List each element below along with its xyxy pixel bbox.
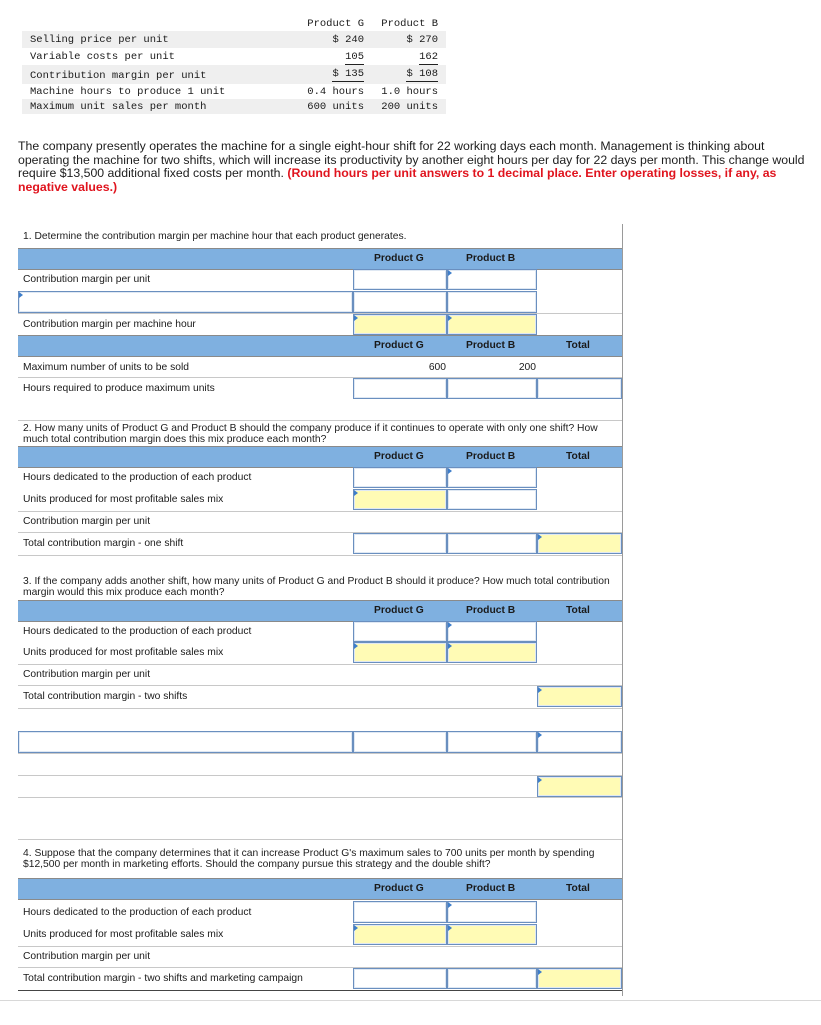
row-label: Total contribution margin - two shifts and marketing campaign: [23, 973, 303, 984]
row-label: Contribution margin per unit: [23, 669, 151, 680]
p3-hours-g-input[interactable]: [353, 621, 447, 642]
blank-b-input[interactable]: [447, 291, 537, 313]
given-header-g: Product G: [307, 18, 364, 30]
row-label: Hours dedicated to the production of each product: [23, 472, 252, 483]
row-label: Hours dedicated to the production of each product: [23, 907, 252, 918]
problem-text: The company presently operates the machine for a single eight-hour shift for 22 working days each month. Management is thinking about operating the machine for two shifts, which will increase its productivity by another eight hours per day for 22 days per month. This change would require $13,500 additional fixed costs per month.: [18, 139, 805, 181]
row-label: Contribution margin per unit: [23, 516, 151, 527]
part2-question: 2. How many units of Product G and Product B should the company produce if it continues to operate with only one shift? How much total contribution margin does this mix produce each month?: [23, 423, 598, 445]
header-product-g: Product G: [374, 451, 424, 462]
given-value-b: 200 units: [381, 101, 438, 113]
header-total: Total: [566, 451, 590, 462]
row-label: Hours dedicated to the production of each product: [23, 626, 252, 637]
header-total: Total: [566, 340, 590, 351]
given-label: Machine hours to produce 1 unit: [30, 86, 226, 98]
p3-extra-g-input[interactable]: [353, 731, 447, 753]
p2-total-cm-input[interactable]: [537, 533, 622, 554]
instruction-text: (Round hours per unit answers to 1 decimal place. Enter operating losses, if any, as negative values.): [18, 166, 777, 194]
p2-total-cm-b-input[interactable]: [447, 533, 537, 554]
header-product-b: Product B: [466, 451, 516, 462]
p4-total-cm-b-input[interactable]: [447, 968, 537, 989]
p3-extra-total-input[interactable]: [537, 731, 622, 753]
header-product-b: Product B: [466, 605, 516, 616]
problem-description: [18, 140, 808, 194]
row-label: Units produced for most profitable sales mix: [23, 929, 224, 940]
row-label: Units produced for most profitable sales mix: [23, 494, 224, 505]
p2-hours-g-input[interactable]: [353, 467, 447, 488]
given-value-g: $ 240: [332, 34, 364, 46]
p3-hours-b-input[interactable]: [447, 621, 537, 642]
part1-question: 1. Determine the contribution margin per machine hour that each product generates.: [23, 231, 407, 242]
page-footer-divider: [0, 1000, 821, 1025]
row-label: Hours required to produce maximum units: [23, 383, 215, 394]
p2-units-b-input[interactable]: [447, 489, 537, 510]
worksheet: [18, 224, 623, 996]
header-product-b: Product B: [466, 883, 516, 894]
max-units-g: 600: [428, 362, 446, 373]
hours-req-total-input[interactable]: [537, 378, 622, 399]
header-product-b: Product B: [466, 253, 516, 264]
row-label: Contribution margin per unit: [23, 951, 151, 962]
given-row: [22, 65, 446, 84]
given-value-b: $ 108: [406, 68, 438, 80]
header-product-g: Product G: [374, 883, 424, 894]
header-total: Total: [566, 605, 590, 616]
given-value-g: $ 135: [332, 68, 364, 80]
row-label: Contribution margin per machine hour: [23, 319, 196, 330]
part4-header-bar: [18, 878, 622, 900]
p3-extra-label-input[interactable]: [18, 731, 353, 753]
p4-units-g-input[interactable]: [353, 924, 447, 945]
p3-net-total-input[interactable]: [537, 776, 622, 797]
p3-units-b-input[interactable]: [447, 642, 537, 663]
part2-header-bar: [18, 446, 622, 468]
given-value-b: 1.0 hours: [381, 86, 438, 98]
p3-total-cm-input[interactable]: [537, 686, 622, 707]
cm-unit-b-input[interactable]: [447, 269, 537, 290]
header-product-g: Product G: [374, 253, 424, 264]
given-header-b: Product B: [381, 18, 438, 30]
p4-total-cm-g-input[interactable]: [353, 968, 447, 989]
hours-req-g-input[interactable]: [353, 378, 447, 399]
p4-hours-g-input[interactable]: [353, 901, 447, 923]
cm-hour-g-input[interactable]: [353, 314, 447, 335]
part1-header-bar: [18, 248, 622, 270]
blank-g-input[interactable]: [353, 291, 447, 313]
given-header-row: [22, 14, 446, 31]
given-value-b: $ 270: [406, 34, 438, 46]
p2-total-cm-g-input[interactable]: [353, 533, 447, 554]
row-label: Units produced for most profitable sales mix: [23, 647, 224, 658]
given-row: [22, 31, 446, 48]
header-product-b: Product B: [466, 340, 516, 351]
part1-header-bar-2: [18, 335, 622, 357]
given-data-table: [22, 14, 446, 114]
given-label: Selling price per unit: [30, 34, 169, 46]
p3-extra-b-input[interactable]: [447, 731, 537, 753]
p4-hours-b-input[interactable]: [447, 901, 537, 923]
cm-unit-g-input[interactable]: [353, 269, 447, 290]
row-label: Total contribution margin - two shifts: [23, 691, 188, 702]
max-units-b: 200: [518, 362, 536, 373]
header-product-g: Product G: [374, 605, 424, 616]
given-value-g: 600 units: [307, 101, 364, 113]
part3-header-bar: [18, 600, 622, 622]
hours-req-b-input[interactable]: [447, 378, 537, 399]
part3-question: 3. If the company adds another shift, how many units of Product G and Product B should it produce? How much total contribution margin would this mix produce each month?: [23, 576, 610, 598]
row-label: Contribution margin per unit: [23, 274, 151, 285]
given-value-g: 105: [345, 51, 364, 63]
given-value-b: 162: [419, 51, 438, 63]
given-label: Variable costs per unit: [30, 51, 175, 63]
p4-units-b-input[interactable]: [447, 924, 537, 945]
p4-total-cm-input[interactable]: [537, 968, 622, 989]
given-label: Maximum unit sales per month: [30, 101, 207, 113]
given-row: [22, 84, 446, 99]
blank-label-input[interactable]: [18, 291, 353, 313]
cm-hour-b-input[interactable]: [447, 314, 537, 335]
p3-units-g-input[interactable]: [353, 642, 447, 663]
given-label: Contribution margin per unit: [30, 70, 207, 82]
row-label: Maximum number of units to be sold: [23, 362, 189, 373]
row-label: Total contribution margin - one shift: [23, 538, 184, 549]
header-product-g: Product G: [374, 340, 424, 351]
p2-hours-b-input[interactable]: [447, 467, 537, 488]
part4-question: 4. Suppose that the company determines that it can increase Product G's maximum sales to 700 units per month by spending $12,500 per month in marketing efforts. Should the company pursue this strategy and the double shift?: [23, 848, 595, 870]
given-row: [22, 99, 446, 114]
given-row: [22, 48, 446, 65]
header-total: Total: [566, 883, 590, 894]
p2-units-g-input[interactable]: [353, 489, 447, 510]
given-value-g: 0.4 hours: [307, 86, 364, 98]
